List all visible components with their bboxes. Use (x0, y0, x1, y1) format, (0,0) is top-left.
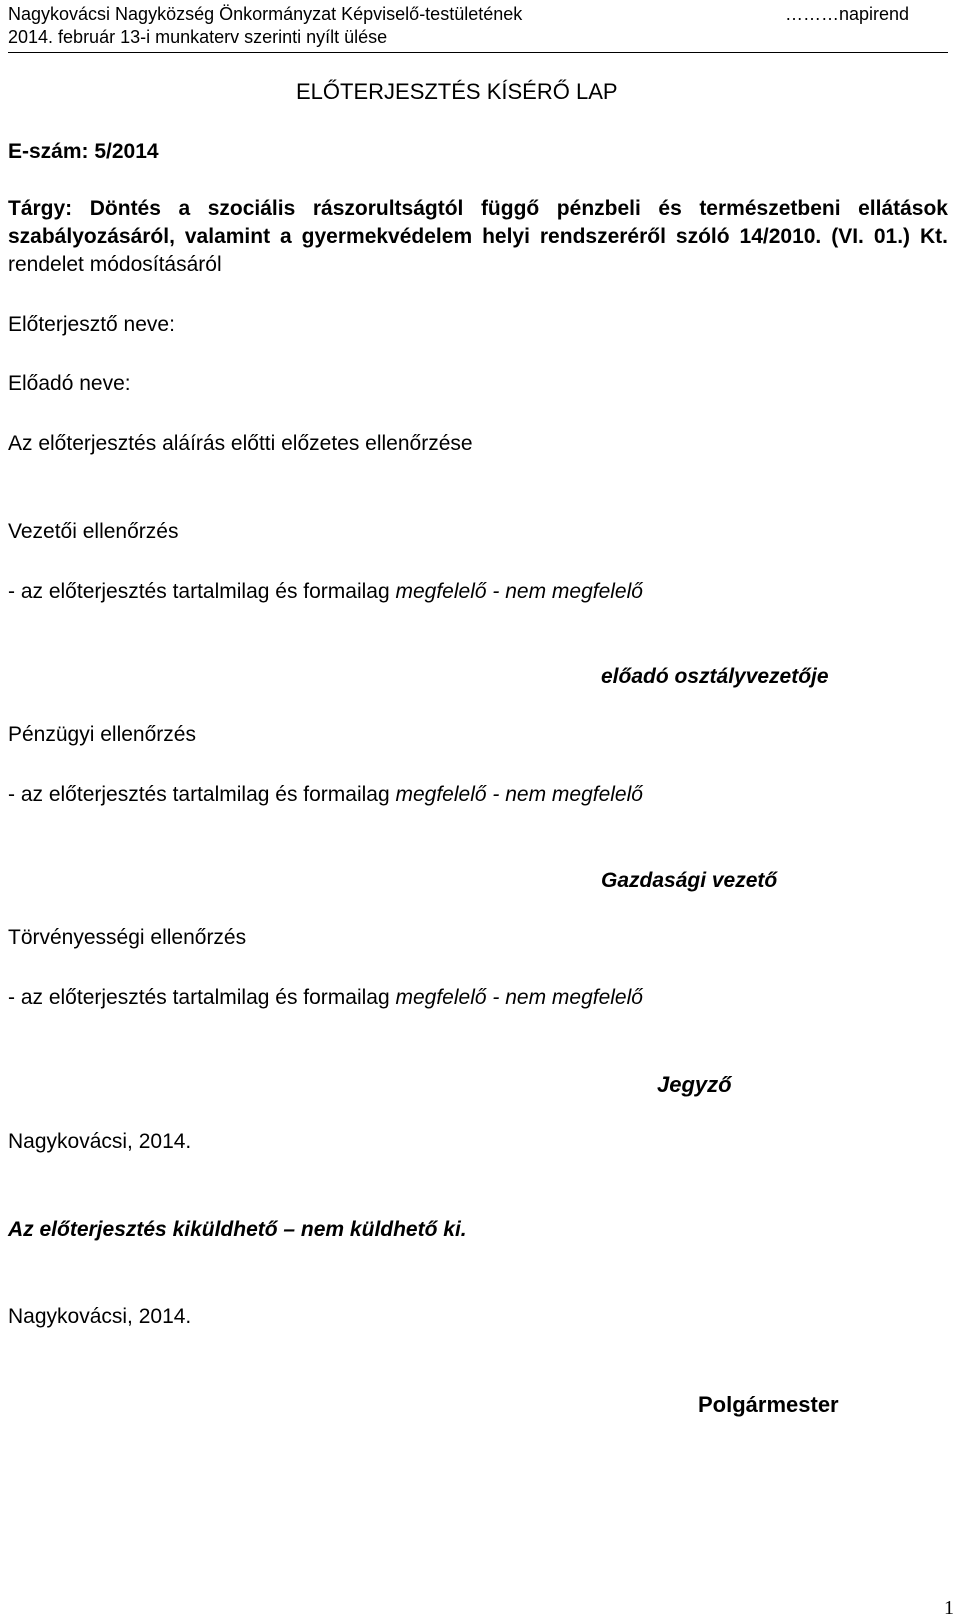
place-date-2: Nagykovácsi, 2014. (8, 1305, 192, 1328)
statement-options: megfelelő - nem megfelelő (395, 783, 643, 806)
section-heading-penzugyi: Pénzügyi ellenőrzés (8, 723, 196, 746)
subject-rest: rendelet módosításáról (8, 253, 222, 276)
statement-prefix: - az előterjesztés tartalmilag és formailag (8, 986, 396, 1009)
signer-penzugyi: Gazdasági vezető (601, 869, 778, 892)
pre-check-heading: Az előterjesztés aláírás előtti előzetes ellenőrzése (8, 432, 473, 455)
statement-prefix: - az előterjesztés tartalmilag és formailag (8, 783, 396, 806)
e-szam: E-szám: 5/2014 (8, 140, 159, 163)
send-status: Az előterjesztés kiküldhető – nem küldhető ki. (8, 1218, 467, 1241)
eloado-colon: : (124, 372, 131, 395)
header-org-line2: 2014. február 13-i munkaterv szerinti nyílt ülése (8, 27, 388, 47)
section-heading-torvenyessegi: Törvényességi ellenőrzés (8, 926, 247, 949)
section-heading-vezetoi: Vezetői ellenőrzés (8, 520, 179, 543)
section-statement-penzugyi (8, 783, 643, 807)
page-number: 1 (944, 1597, 954, 1619)
section-statement-torvenyessegi (8, 986, 643, 1010)
subject-bold: Tárgy: Döntés a szociális rászorultságtól függő pénzbeli és természetbeni ellátások szabályozásáról, valamint a gyermekvédelem helyi rendszeréről szóló 14/2010. (VI. 01.) Kt. (8, 197, 948, 248)
signer-torvenyessegi: Jegyző (657, 1072, 732, 1097)
signer-vezetoi: előadó osztályvezetője (601, 665, 829, 688)
header-divider (8, 52, 948, 53)
mayor-signer: Polgármester (698, 1392, 839, 1417)
eloado-text: Előadó neve (8, 372, 125, 395)
header-org-line1: Nagykovácsi Nagyközség Önkormányzat Képviselő-testületének (8, 4, 523, 24)
page-title: ELŐTERJESZTÉS KÍSÉRŐ LAP (296, 79, 618, 104)
place-date-1: Nagykovácsi, 2014. (8, 1130, 192, 1153)
header-napirend: ………napirend (785, 4, 910, 24)
eloterjeszto-label: Előterjesztő neve: (8, 313, 175, 336)
subject (8, 195, 948, 279)
statement-options: megfelelő - nem megfelelő (395, 986, 643, 1009)
section-statement-vezetoi (8, 580, 643, 604)
statement-prefix: - az előterjesztés tartalmilag és formailag (8, 580, 396, 603)
statement-options: megfelelő - nem megfelelő (395, 580, 643, 603)
eloado-label (8, 372, 131, 396)
